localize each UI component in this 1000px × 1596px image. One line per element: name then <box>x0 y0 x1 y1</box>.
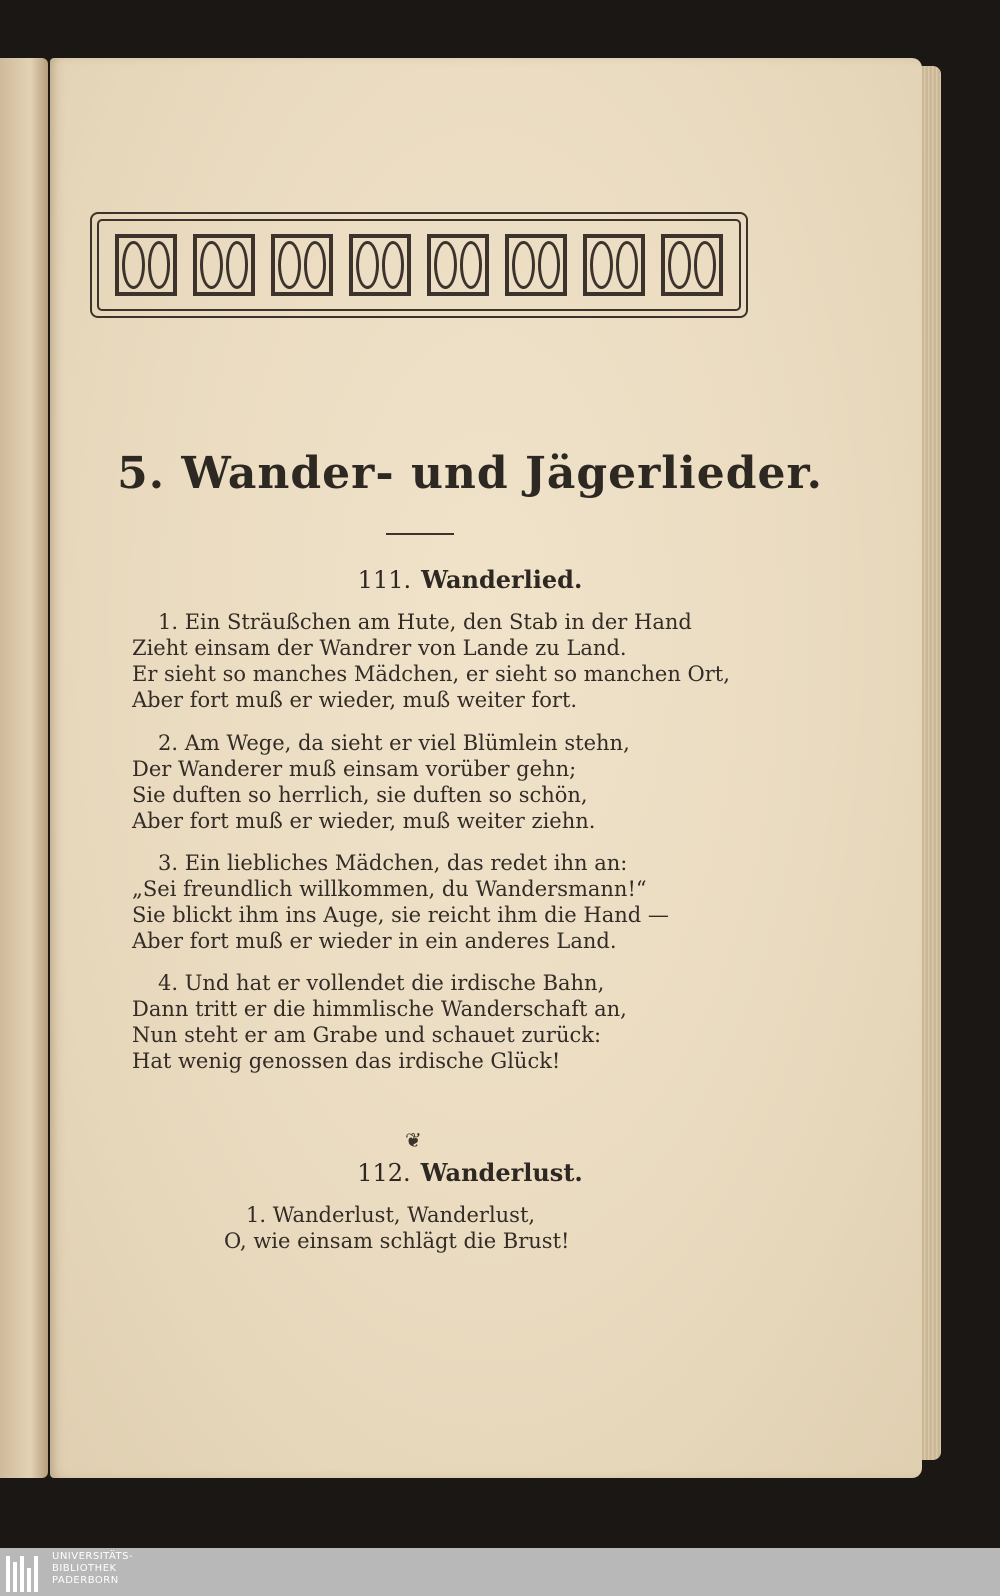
verse-line: „Sei freundlich willkommen, du Wandersmann!“ <box>132 877 647 901</box>
ornament-oval <box>356 241 379 289</box>
verse-line: Er sieht so manches Mädchen, er sieht so manchen Ort, <box>132 662 730 686</box>
decorative-header-ornament <box>90 212 748 318</box>
ornament-oval <box>200 241 223 289</box>
verse-line: 3. Ein liebliches Mädchen, das redet ihn an: <box>158 851 628 875</box>
song-title: Wanderlust. <box>420 1158 583 1187</box>
verse-line: Nun steht er am Grabe und schauet zurück: <box>132 1023 602 1047</box>
library-logo-text <box>52 1551 133 1587</box>
song-title: Wanderlied. <box>421 565 583 594</box>
ornament-box <box>271 234 333 296</box>
chapter-title: 5. Wander- und Jägerlieder. <box>117 448 823 499</box>
ornament-oval <box>590 241 613 289</box>
verse-line: O, wie einsam schlägt die Brust! <box>224 1229 570 1253</box>
verse-line: Sie blickt ihm ins Auge, sie reicht ihm die Hand — <box>132 903 669 927</box>
library-logo-icon <box>6 1552 46 1592</box>
logo-line: UNIVERSITÄTS- <box>52 1551 134 1562</box>
ornament-box <box>505 234 567 296</box>
verse-line: 4. Und hat er vollendet die irdische Bahn, <box>158 971 605 995</box>
ornament-oval <box>122 241 145 289</box>
song-heading-112 <box>100 1158 840 1187</box>
ornament-oval <box>668 241 691 289</box>
song-number: 112. <box>357 1159 411 1187</box>
ornament-oval <box>538 241 561 289</box>
floral-flourish-icon: ❦ <box>405 1128 422 1152</box>
library-footer-bar <box>0 1548 1000 1596</box>
ornament-box <box>583 234 645 296</box>
verse-line: Zieht einsam der Wandrer von Lande zu Land. <box>132 636 627 660</box>
ornament-oval <box>304 241 327 289</box>
verse-line: 1. Wanderlust, Wanderlust, <box>246 1203 536 1227</box>
ornament-oval <box>226 241 249 289</box>
logo-line: BIBLIOTHEK <box>52 1563 117 1574</box>
ornament-oval <box>616 241 639 289</box>
verse-line: Hat wenig genossen das irdische Glück! <box>132 1049 561 1073</box>
ornament-oval <box>434 241 457 289</box>
ornament-oval <box>148 241 171 289</box>
song-number: 111. <box>357 566 412 594</box>
ornament-box <box>427 234 489 296</box>
verse-line: Sie duften so herrlich, sie duften so schön, <box>132 783 588 807</box>
ornament-oval <box>382 241 405 289</box>
verse-line: Aber fort muß er wieder in ein anderes Land. <box>132 929 617 953</box>
ornament-oval <box>278 241 301 289</box>
ornament-box <box>661 234 723 296</box>
title-divider <box>386 533 454 535</box>
ornament-box <box>115 234 177 296</box>
verse-line: Der Wanderer muß einsam vorüber gehn; <box>132 757 577 781</box>
verse-line: Aber fort muß er wieder, muß weiter ziehn. <box>132 809 596 833</box>
verse-line: 2. Am Wege, da sieht er viel Blümlein stehn, <box>158 731 630 755</box>
ornament-oval <box>694 241 717 289</box>
ornament-box <box>193 234 255 296</box>
logo-line: PADERBORN <box>52 1575 119 1586</box>
verse-line: 1. Ein Sträußchen am Hute, den Stab in der Hand <box>158 610 692 634</box>
ornament-oval <box>460 241 483 289</box>
verse-line: Dann tritt er die himmlische Wanderschaft an, <box>132 997 627 1021</box>
ornament-frame <box>97 219 741 311</box>
verse-line: Aber fort muß er wieder, muß weiter fort. <box>132 688 578 712</box>
song-heading-111 <box>100 565 840 594</box>
ornament-oval <box>512 241 535 289</box>
facing-page-edge <box>0 58 48 1478</box>
ornament-box <box>349 234 411 296</box>
